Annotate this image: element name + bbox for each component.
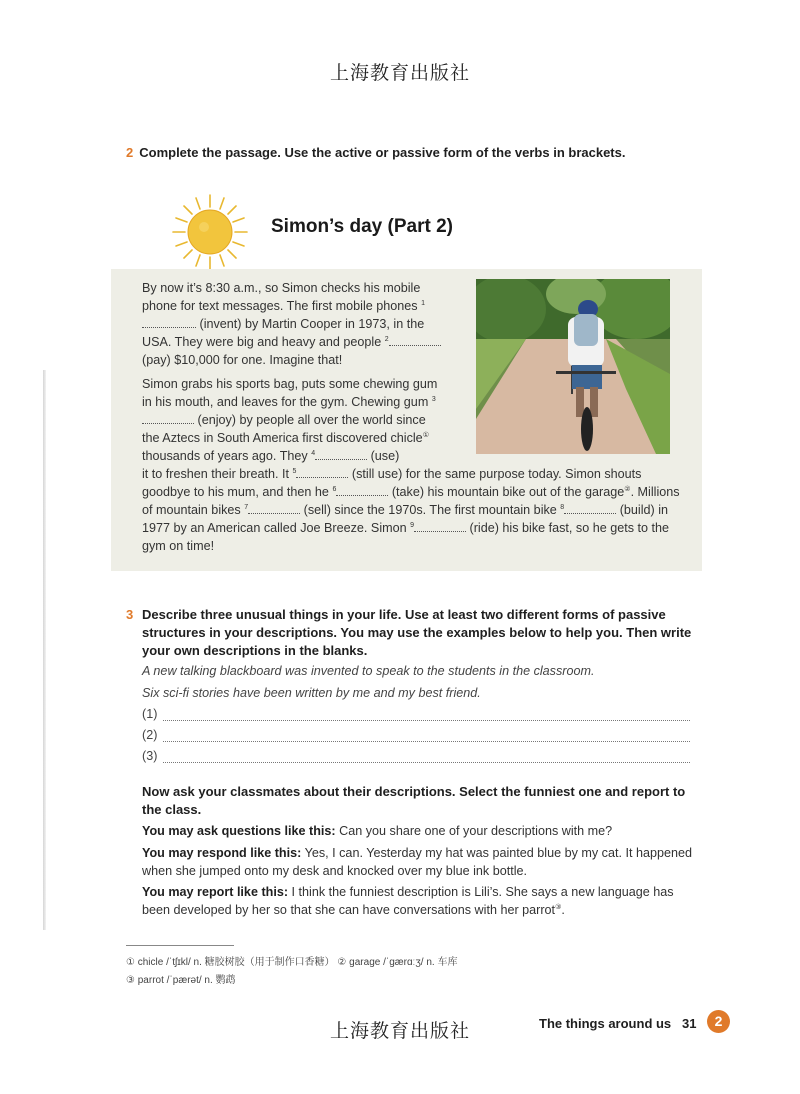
answer-blank-2[interactable] (389, 335, 441, 346)
sun-icon (171, 193, 249, 271)
passage-text-span: thousands of years ago. They (142, 449, 312, 463)
blank-number: 4 (311, 449, 316, 457)
passage-title: Simon’s day (Part 2) (271, 216, 453, 237)
answer-blank-7[interactable] (248, 503, 300, 514)
answer-blank-8[interactable] (564, 503, 616, 514)
blank-number: 5 (292, 467, 297, 475)
passage-text-span: (still use) for the same purpose today. Simon shouts goodbye to his mum, and then he (142, 467, 642, 499)
passage-text-span: Simon grabs his sports bag, puts some chewing gum in his mouth, and leaves for the gym. Chewing gum (142, 377, 438, 409)
passage-text-span: (ride) his bike fast, so he gets to the gym on time! (142, 521, 670, 553)
report-example (142, 883, 692, 919)
answer-line[interactable] (163, 711, 690, 721)
passage-paragraph-2 (142, 375, 682, 555)
passage-text-span: (pay) $10,000 for one. Imagine that! (142, 353, 343, 367)
blank-number: 3 (431, 395, 436, 403)
report-text: I think the funniest description is Lili’s. She says a new language has been developed by her so that she can have conversations with her parrot (142, 885, 674, 917)
q2-number: 2 (126, 145, 134, 160)
blank-label: (2) (142, 728, 158, 742)
followup-instruction: Now ask your classmates about their descriptions. Select the funniest one and report to the class. (142, 784, 686, 817)
footnote-marker: ① (422, 431, 429, 439)
answer-blank-5[interactable] (296, 467, 348, 478)
passage-paragraph-1 (142, 279, 442, 369)
answer-blank-3[interactable] (142, 413, 194, 424)
ask-label: You may ask questions like this: (142, 824, 336, 838)
footer-section (539, 1016, 696, 1031)
ask-example (142, 822, 692, 840)
passage-text-span: . Millions of mountain bikes (142, 485, 680, 517)
footnote-marker: ② (624, 485, 631, 493)
blank-number: 2 (384, 335, 389, 343)
respond-example (142, 844, 692, 880)
answer-line[interactable] (163, 753, 690, 763)
unit-badge: 2 (707, 1010, 730, 1033)
write-line-2[interactable] (142, 728, 690, 742)
answer-blank-1[interactable] (142, 317, 196, 328)
passage-text-span: (invent) by Martin Cooper in 1973, in the USA. They were big and heavy and people (142, 317, 425, 349)
passage-text-span: it to freshen their breath. It (142, 467, 293, 481)
footnote-line-2: ③ parrot /ˈpærət/ n. 鹦鹉 (126, 975, 236, 986)
report-end: . (561, 903, 565, 917)
passage-text-span: (sell) since the 1970s. The first mountain bike (300, 503, 561, 517)
passage-text-span: By now it’s 8:30 a.m., so Simon checks his mobile phone for text messages. The first mobile phones (142, 281, 422, 313)
q3-number: 3 (126, 607, 134, 622)
page-number: 31 (682, 1016, 697, 1031)
footnote-line-1: ① chicle /ˈtʃɪkl/ n. 糖胶树胶（用于制作口香糖） ② garage /ˈɡærɑːʒ/ n. 车库 (126, 957, 458, 968)
answer-blank-6[interactable] (336, 485, 388, 496)
answer-blank-9[interactable] (414, 521, 466, 532)
blank-number: 8 (560, 503, 565, 511)
passage-text-span: (take) his mountain bike out of the garage (388, 485, 625, 499)
publisher-header: 上海教育出版社 (329, 62, 470, 84)
blank-label: (1) (142, 707, 158, 721)
blank-number: 6 (332, 485, 337, 493)
passage-text (142, 279, 682, 561)
blank-number: 9 (410, 521, 415, 529)
footnote-marker: ③ (555, 903, 562, 911)
blank-number: 1 (421, 299, 425, 307)
answer-line[interactable] (163, 732, 690, 742)
example-sentence-1: A new talking blackboard was invented to speak to the students in the classroom. (142, 664, 595, 678)
passage-text-span: (build) in 1977 by an American called Joe Breeze. Simon (142, 503, 668, 535)
respond-label: You may respond like this: (142, 846, 302, 860)
q3-instruction-text: Describe three unusual things in your life. Use at least two different forms of passive structures in your descriptions. You may use the examples below to help you. Then write your own descriptions in the blanks. (142, 607, 692, 658)
report-label: You may report like this: (142, 885, 289, 899)
q2-instruction-text: Complete the passage. Use the active or passive form of the verbs in brackets. (139, 145, 626, 160)
q2-instruction (126, 144, 625, 162)
blank-label: (3) (142, 749, 158, 763)
ask-text: Can you share one of your descriptions with me? (335, 824, 613, 838)
q3-instruction (126, 606, 696, 660)
blank-number: 7 (244, 503, 249, 511)
write-line-3[interactable] (142, 749, 690, 763)
footnote-divider (126, 945, 234, 946)
answer-blank-4[interactable] (315, 449, 367, 460)
passage-text-span: (enjoy) by people all over the world since the Aztecs in South America first discovered chicle (142, 413, 426, 445)
write-line-1[interactable] (142, 707, 690, 721)
respond-text: Yes, I can. Yesterday my hat was painted blue by my cat. It happened when she jumped onto my desk and knocked over my blue ink bottle. (142, 846, 692, 878)
passage-text-span: (use) (367, 449, 400, 463)
passage-box (111, 269, 702, 571)
publisher-footer: 上海教育出版社 (329, 1020, 470, 1042)
page-edge-shadow (43, 370, 46, 930)
example-sentence-2: Six sci-fi stories have been written by me and my best friend. (142, 686, 481, 700)
section-title: The things around us (539, 1016, 672, 1031)
